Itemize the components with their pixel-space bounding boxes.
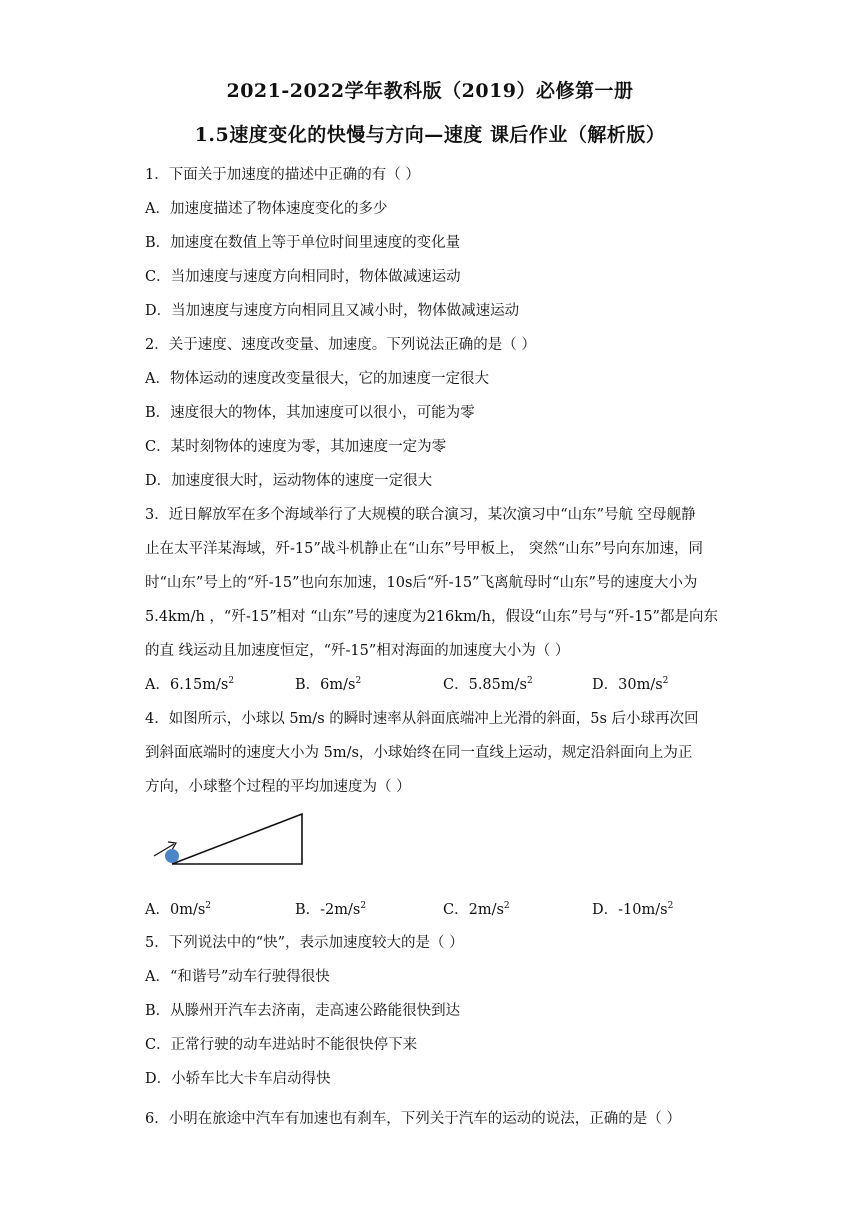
incline-slope xyxy=(172,814,302,864)
question-3-text-line-2: 止在太平洋某海域，歼-15”战斗机静止在“山东”号甲板上， 突然“山东”号向东加速，同 xyxy=(145,541,704,557)
arrow-head-icon xyxy=(168,842,176,850)
question-3-text-line-4: 5.4km/h ，“歼-15”相对 “山东”号的速度为216km/h，假设“山东”号与“歼-15”都是向东 xyxy=(145,609,718,625)
question-4-text-line-2: 到斜面底端时的速度大小为 5m/s，小球始终在同一直线上运动，规定沿斜面向上为正 xyxy=(145,745,693,761)
question-1-option-c: C．当加速度与速度方向相同时，物体做减速运动 xyxy=(145,269,461,285)
question-3-text-line-5: 的直 线运动且加速度恒定，“歼-15”相对海面的加速度大小为（ ） xyxy=(145,643,570,659)
question-5-option-b: B．从滕州开汽车去济南，走高速公路能很快到达 xyxy=(145,1003,461,1019)
question-4-option-a: A．$0m/s^2$ xyxy=(145,901,212,918)
question-5-option-d: D．小轿车比大卡车启动得快 xyxy=(145,1071,331,1087)
question-2-option-c: C．某时刻物体的速度为零，其加速度一定为零 xyxy=(145,439,447,455)
question-2-option-a: A．物体运动的速度改变量很大，它的加速度一定很大 xyxy=(145,371,489,387)
question-5-stem: 5．下列说法中的“快”，表示加速度较大的是（ ） xyxy=(145,935,464,951)
question-4-option-d: D．$-10m/s^2$ xyxy=(592,901,674,918)
question-3-text-line-3: 时“山东”号上的“歼-15”也向东加速，10s后“歼-15”飞离航母时“山东”号的速度大小为 xyxy=(145,575,698,591)
question-2-option-b: B．速度很大的物体，其加速度可以很小，可能为零 xyxy=(145,405,475,421)
question-1-stem: 1．下面关于加速度的描述中正确的有（ ） xyxy=(145,167,420,183)
question-3-option-a: A．$6.15m/s^2$ xyxy=(145,676,235,693)
incline-figure xyxy=(148,808,308,868)
question-3-option-b: B．$6m/s^2$ xyxy=(295,676,362,693)
question-2-stem: 2．关于速度、速度改变量、加速度。下列说法正确的是（ ） xyxy=(145,337,536,353)
question-4-option-c: C．$2m/s^2$ xyxy=(443,901,510,918)
question-4-text-line-1: 4．如图所示，小球以 5m/s 的瞬时速率从斜面底端冲上光滑的斜面，5s 后小球再次回 xyxy=(145,711,699,727)
question-3-option-c: C．$5.85m/s^2$ xyxy=(443,676,533,693)
question-3-option-d: D．$30m/s^2$ xyxy=(592,676,669,693)
question-6-stem: 6．小明在旅途中汽车有加速也有刹车，下列关于汽车的运动的说法，正确的是（ ） xyxy=(145,1111,681,1127)
ball-icon xyxy=(165,849,179,863)
question-5-option-a: A．“和谐号”动车行驶得很快 xyxy=(145,969,330,985)
document-title: 2021-2022学年教科版（2019）必修第一册 xyxy=(226,80,634,102)
question-1-option-d: D．当加速度与速度方向相同且又减小时，物体做减速运动 xyxy=(145,303,520,319)
document-subtitle: 1.5速度变化的快慢与方向—速度 课后作业（解析版） xyxy=(194,124,666,146)
question-4-option-b: B．$-2m/s^2$ xyxy=(295,901,367,918)
question-3-text-line-1: 3．近日解放军在多个海域举行了大规模的联合演习，某次演习中“山东”号航 空母舰静 xyxy=(145,507,696,523)
question-2-option-d: D．加速度很大时，运动物体的速度一定很大 xyxy=(145,473,433,489)
question-1-option-a: A．加速度描述了物体速度变化的多少 xyxy=(145,201,388,217)
question-4-text-line-3: 方向，小球整个过程的平均加速度为（ ） xyxy=(145,779,411,795)
question-5-option-c: C．正常行驶的动车进站时不能很快停下来 xyxy=(145,1037,418,1053)
question-1-option-b: B．加速度在数值上等于单位时间里速度的变化量 xyxy=(145,235,461,251)
